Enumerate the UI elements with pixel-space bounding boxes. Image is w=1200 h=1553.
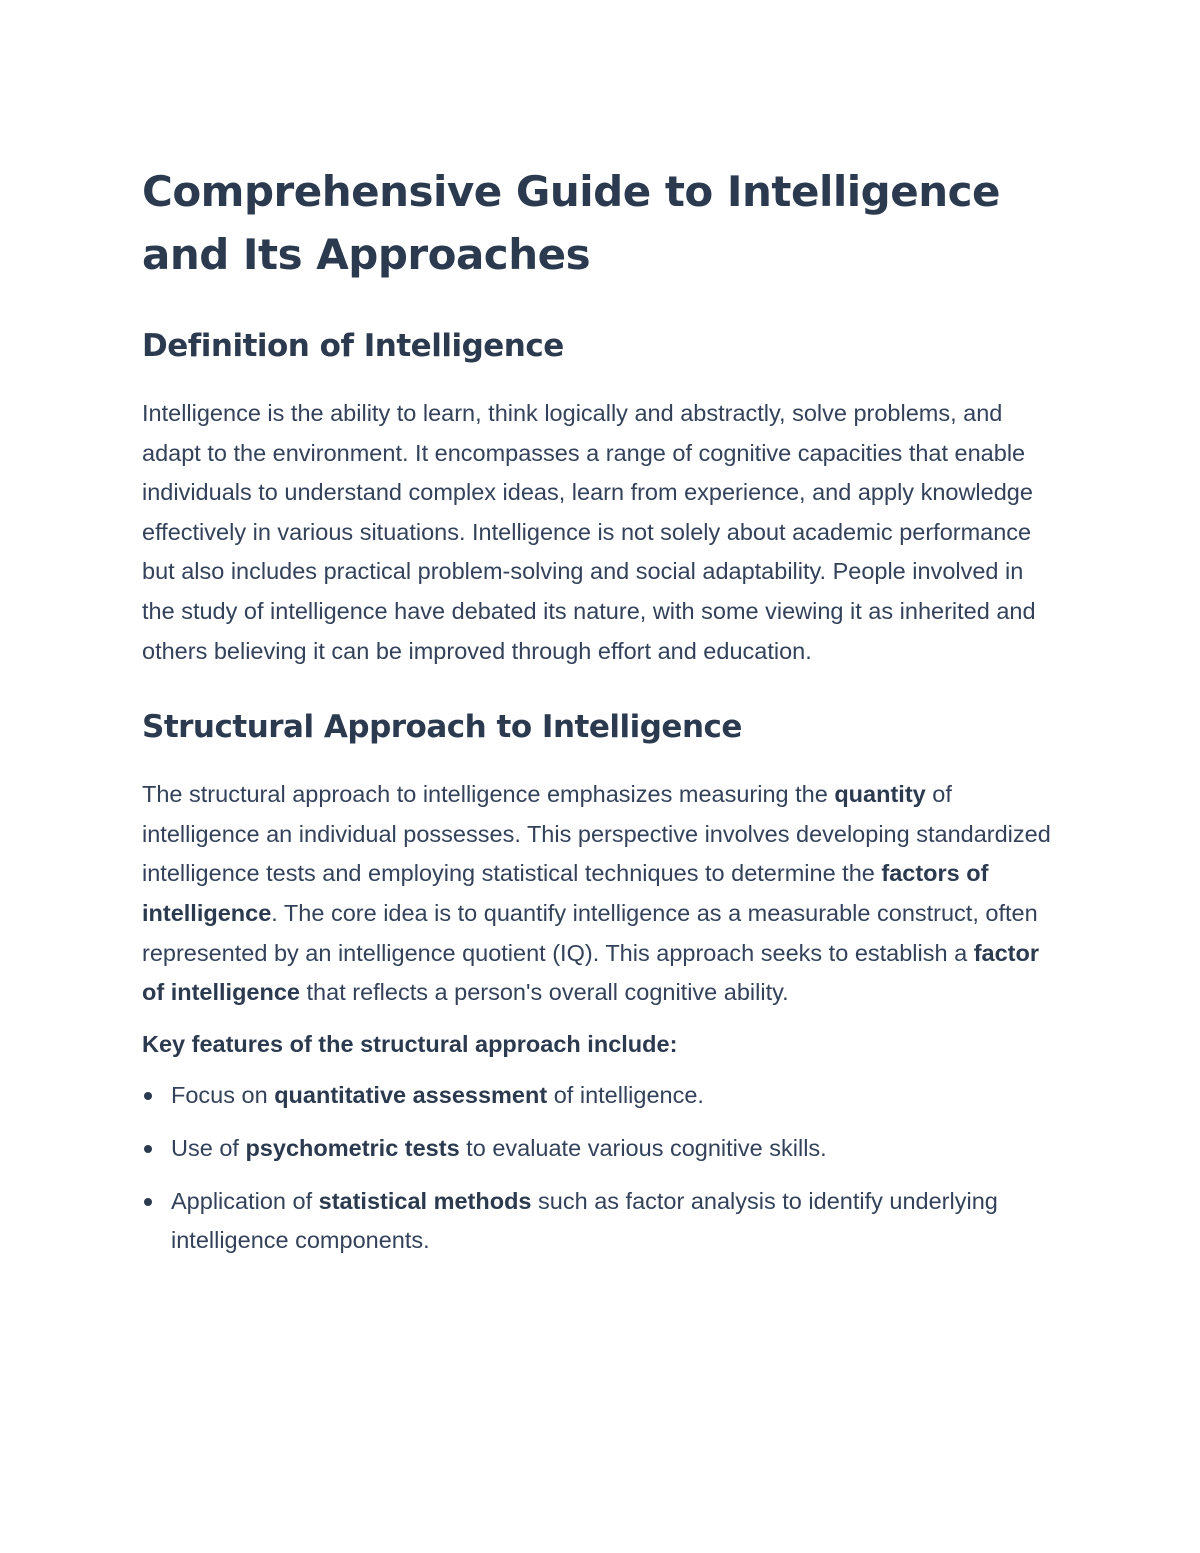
document-title: Comprehensive Guide to Intelligence and Its Approaches <box>142 167 1000 279</box>
feature-post: such as factor analysis to identify underlying intelligence components. <box>171 1187 998 1254</box>
structural-text-4: that reflects a person's overall cognitive ability. <box>300 979 789 1006</box>
section-heading-definition: Definition of Intelligence <box>142 328 564 364</box>
structural-text-3: . The core idea is to quantify intelligence as a measurable construct, often represented by an intelligence quotient (IQ). This approach seeks to establish a <box>142 899 1038 966</box>
feature-pre: Use of <box>171 1134 246 1161</box>
structural-text-2: of intelligence an individual possesses. This perspective involves developing standardized intelligence tests and employing statistical techniques to determine the <box>142 781 1051 887</box>
bullet-icon <box>144 1145 152 1153</box>
structural-bold-quantity: quantity <box>834 781 926 808</box>
feature-post: of intelligence. <box>547 1082 704 1109</box>
bullet-icon <box>144 1092 152 1100</box>
bullet-icon <box>144 1198 152 1206</box>
feature-pre: Application of <box>171 1187 319 1214</box>
list-item <box>142 1182 1060 1261</box>
key-features-heading <box>142 1025 1060 1065</box>
feature-bold: psychometric tests <box>245 1134 460 1161</box>
feature-bold: quantitative assessment <box>274 1082 548 1109</box>
definition-paragraph: Intelligence is the ability to learn, think logically and abstractly, solve problems, and adapt to the environment. It encompasses a range of cognitive capacities that enable individuals to understand complex ideas, learn from experience, and apply knowledge effectively in various situations. Intelligence is not solely about academic performance but also includes practical problem-solving and social adaptability. People involved in the study of intelligence have debated its nature, with some viewing it as inherited and others believing it can be improved through effort and education. <box>142 400 1036 664</box>
feature-bold: statistical methods <box>318 1187 532 1214</box>
feature-post: to evaluate various cognitive skills. <box>459 1134 827 1161</box>
section-heading-structural: Structural Approach to Intelligence <box>142 709 742 746</box>
structural-text-1: The structural approach to intelligence emphasizes measuring the <box>142 781 835 808</box>
key-features-heading-text: Key features of the structural approach include: <box>142 1030 678 1057</box>
structural-bold-factors: factors of intelligence <box>142 860 989 926</box>
structural-paragraph <box>142 775 1060 1013</box>
list-item <box>142 1129 1060 1169</box>
document-page <box>142 160 1060 1274</box>
list-item <box>142 1076 1060 1116</box>
key-features-list <box>142 1076 1060 1260</box>
structural-bold-factor: factor of intelligence <box>142 939 1039 1006</box>
feature-pre: Focus on <box>171 1082 275 1109</box>
